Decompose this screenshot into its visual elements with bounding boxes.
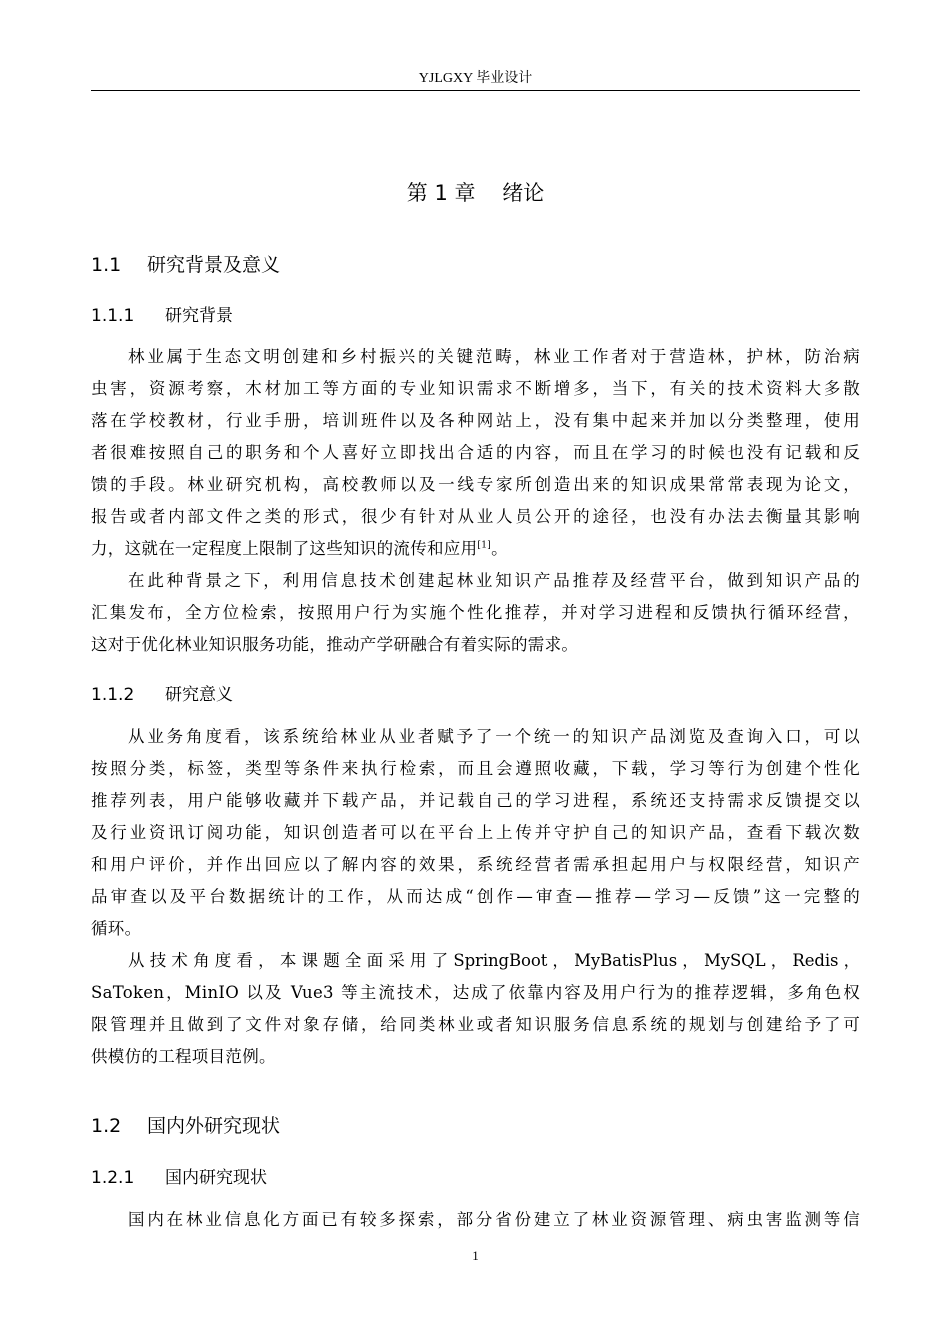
text-line: 在此种背景之下，利用信息技术创建起林业知识产品推荐及经营平台，做到知识产品的 [128,571,860,590]
text-segment: 。 [491,539,508,558]
text-line [91,533,860,565]
text-line: 者很难按照自己的职务和个人喜好立即找出合适的内容，而且在学习的时候也没有记载和反 [91,443,860,462]
text-line: 及行业资讯订阅功能，知识创造者可以在平台上上传并守护自己的知识产品，查看下载次数 [91,823,860,842]
text-line: 林业属于生态文明创建和乡村振兴的关键范畴，林业工作者对于营造林，护林，防治病 [128,347,860,366]
paragraph-research-background [91,341,860,565]
section-heading-1-1-1 [91,302,233,330]
section-title: 国内研究现状 [165,1168,267,1188]
text-line: 国内在林业信息化方面已有较多探索，部分省份建立了林业资源管理、病虫害监测等信 [128,1210,860,1229]
text-line: 馈的手段。林业研究机构，高校教师以及一线专家所创造出来的知识成果常常表现为论文， [91,475,860,494]
text-line: 这对于优化林业知识服务功能，推动产学研融合有着实际的需求。 [91,635,579,654]
text-line: SaToken，MinIO 以及 Vue3 等主流技术，达成了依靠内容及用户行为的推荐逻辑，多角色权 [91,983,860,1002]
paragraph-platform-need [91,565,860,661]
page-number: 1 [472,1248,479,1263]
section-title: 研究背景 [165,306,233,326]
paragraph-domestic-research [91,1204,860,1236]
section-number: 1.1.2 [91,685,135,705]
citation-marker: [1] [477,540,492,551]
section-number: 1.1.1 [91,306,135,326]
section-number: 1.1 [91,254,122,276]
text-line: 报告或者内部文件之类的形式，很少有针对从业人员公开的途径，也没有办法去衡量其影响 [91,507,860,526]
paragraph-technical-significance [91,945,860,1073]
text-line: 按照分类，标签，类型等条件来执行检索，而且会遵照收藏，下载，学习等行为创建个性化 [91,759,860,778]
section-heading-1-1-2 [91,681,233,709]
text-line: 虫害，资源考察，木材加工等方面的专业知识需求不断增多，当下，有关的技术资料大多散 [91,379,860,398]
section-heading-1-2 [91,1111,280,1141]
paragraph-business-significance [91,721,860,945]
section-title: 研究意义 [165,685,233,705]
text-line: 汇集发布，全方位检索，按照用户行为实施个性化推荐，并对学习进程和反馈执行循环经营， [91,603,860,622]
text-line: 限管理并且做到了文件对象存储，给同类林业或者知识服务信息系统的规划与创建给予了可 [91,1015,860,1034]
text-line: 供模仿的工程项目范例。 [91,1047,276,1066]
text-line: 推荐列表，用户能够收藏并下载产品，并记载自己的学习进程，系统还支持需求反馈提交以 [91,791,860,810]
section-heading-1-2-1 [91,1164,267,1192]
text-line: 品审查以及平台数据统计的工作，从而达成“创作—审查—推荐—学习—反馈”这一完整的 [91,887,860,906]
page-header: YJLGXY 毕业设计 [91,68,860,91]
text-line: 从业务角度看，该系统给林业从业者赋予了一个统一的知识产品浏览及查询入口，可以 [128,727,860,746]
text-line: 落在学校教材，行业手册，培训班件以及各种网站上，没有集中起来并加以分类整理，使用 [91,411,860,430]
section-number: 1.2 [91,1115,122,1137]
text-line: 和用户评价，并作出回应以了解内容的效果，系统经营者需承担起用户与权限经营，知识产 [91,855,860,874]
text-segment: 力，这就在一定程度上限制了这些知识的流传和应用 [91,539,478,558]
text-line: 循环。 [91,919,142,938]
section-number: 1.2.1 [91,1168,135,1188]
section-title: 国内外研究现状 [147,1115,281,1137]
section-heading-1-1 [91,250,280,280]
text-line: 从 技 术 角 度 看 ， 本 课 题 全 面 采 用 了 SpringBoot ， MyBatisPlus ， MySQL ， Redis ， [128,951,860,970]
section-title: 研究背景及意义 [147,254,281,276]
chapter-title: 第 1 章 绪论 [406,181,545,205]
